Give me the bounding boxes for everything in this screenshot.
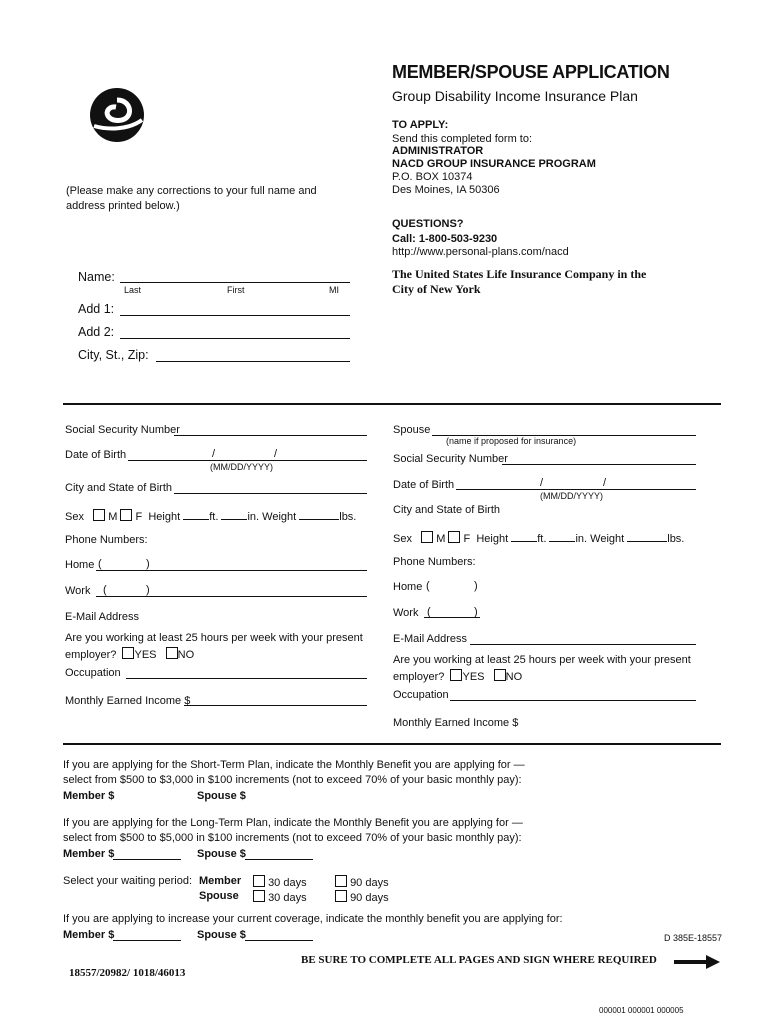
spouse-no-checkbox[interactable]: [494, 669, 506, 681]
member-dob-format: (MM/DD/YYYY): [210, 462, 273, 472]
long-term-line-2: select from $500 to $5,000 in $100 increments (not to exceed 70% of your basic monthly pay):: [63, 832, 522, 844]
form-codes: 18557/20982/ 1018/46013: [69, 967, 186, 979]
website-url: http://www.personal-plans.com/nacd: [392, 246, 569, 258]
spouse-height-ft-field[interactable]: [511, 530, 537, 542]
spouse-working-question: Are you working at least 25 hours per week with your present: [393, 654, 691, 666]
member-work-field[interactable]: [96, 596, 367, 597]
long-term-member-field[interactable]: [113, 859, 181, 860]
member-dob-label: Date of Birth: [65, 449, 127, 461]
member-birthplace-field[interactable]: [174, 493, 367, 494]
long-term-member-label: Member $: [63, 848, 115, 860]
spouse-in-label: in.: [575, 533, 588, 545]
member-30-days-label: 30 days: [268, 877, 307, 889]
spouse-ft-label: ft.: [537, 533, 547, 545]
city-st-zip-field[interactable]: [156, 361, 350, 362]
member-male-checkbox[interactable]: [93, 509, 105, 521]
member-90-days-label: 90 days: [350, 877, 389, 889]
member-income-label: Monthly Earned Income $: [65, 695, 191, 707]
spouse-dob-slash-2: /: [603, 477, 607, 489]
member-yes-label: YES: [134, 649, 157, 661]
increase-spouse-label: Spouse $: [197, 929, 246, 941]
spouse-ssn-field[interactable]: [502, 464, 696, 465]
member-income-field[interactable]: [184, 705, 367, 706]
add2-field[interactable]: [120, 338, 350, 339]
member-dob-slash-2: /: [274, 448, 278, 460]
long-term-spouse-field[interactable]: [245, 859, 313, 860]
spouse-height-label: Height: [476, 533, 509, 545]
spouse-90-days-option: [335, 890, 389, 904]
long-term-line-1: If you are applying for the Long-Term Plan, indicate the Monthly Benefit you are applying for —: [63, 817, 523, 829]
member-yes-checkbox[interactable]: [122, 647, 134, 659]
member-30-days-option: [253, 875, 307, 889]
spouse-name-note: (name if proposed for insurance): [446, 436, 577, 446]
member-email-label: E-Mail Address: [65, 611, 139, 623]
spouse-yes-checkbox[interactable]: [450, 669, 462, 681]
member-work-label: Work: [65, 585, 91, 597]
waiting-spouse-label: Spouse: [199, 890, 239, 902]
questions-heading: QUESTIONS?: [392, 218, 464, 230]
member-sex-label: Sex: [65, 511, 84, 523]
spouse-birthplace-label: City and State of Birth: [393, 504, 500, 516]
member-height-in-field[interactable]: [221, 508, 247, 520]
member-occupation-field[interactable]: [126, 678, 367, 679]
spouse-dob-field[interactable]: [456, 489, 696, 490]
add2-label: Add 2:: [78, 325, 115, 339]
increase-spouse-field[interactable]: [245, 940, 313, 941]
bottom-code: 000001 000001 000005: [599, 1006, 684, 1015]
spouse-height-in-field[interactable]: [549, 530, 575, 542]
member-employer-label: employer?: [65, 649, 117, 661]
member-no-label: NO: [177, 649, 195, 661]
city-line: Des Moines, IA 50306: [392, 184, 500, 196]
spouse-female-checkbox[interactable]: [448, 531, 460, 543]
spouse-ssn-label: Social Security Number: [393, 453, 508, 465]
member-ssn-label: Social Security Number: [65, 424, 180, 436]
member-home-field[interactable]: [96, 570, 367, 571]
spouse-weight-label: Weight: [590, 533, 625, 545]
program-line: NACD GROUP INSURANCE PROGRAM: [392, 158, 596, 170]
spouse-weight-field[interactable]: [627, 530, 667, 542]
first-label: First: [227, 285, 245, 295]
member-home-label: Home: [65, 559, 95, 571]
short-term-member-label: Member $: [63, 790, 115, 802]
arrow-right-icon: [674, 955, 720, 972]
increase-member-field[interactable]: [113, 940, 181, 941]
city-st-zip-label: City, St., Zip:: [78, 348, 149, 362]
member-birthplace-label: City and State of Birth: [65, 482, 172, 494]
spouse-dob-label: Date of Birth: [393, 479, 455, 491]
member-lbs-label: lbs.: [339, 511, 357, 523]
member-dob-slash-1: /: [212, 448, 216, 460]
form-code: D 385E-18557: [664, 933, 723, 943]
admin-line: ADMINISTRATOR: [392, 145, 484, 157]
spouse-employer-label: employer?: [393, 671, 445, 683]
spouse-income-label: Monthly Earned Income $: [393, 717, 519, 729]
waiting-member-label: Member: [199, 875, 242, 887]
section-divider-2: [63, 743, 721, 745]
member-ft-label: ft.: [209, 511, 219, 523]
spouse-label: Spouse: [393, 424, 431, 436]
add1-label: Add 1:: [78, 302, 115, 316]
spouse-sex-label: Sex: [393, 533, 412, 545]
spouse-30-days-option: [253, 890, 307, 904]
spouse-male-label: M: [436, 533, 446, 545]
increase-member-label: Member $: [63, 929, 115, 941]
member-male-label: M: [108, 511, 118, 523]
member-occupation-label: Occupation: [65, 667, 121, 679]
long-term-spouse-label: Spouse $: [197, 848, 246, 860]
member-90-days-checkbox[interactable]: [335, 875, 347, 887]
member-90-days-option: [335, 875, 389, 889]
name-label: Name:: [78, 270, 115, 284]
member-height-label: Height: [148, 511, 181, 523]
increase-coverage-line: If you are applying to increase your current coverage, indicate the monthly benefit you are applying for:: [63, 913, 563, 925]
name-field[interactable]: [120, 282, 350, 283]
spouse-lbs-label: lbs.: [667, 533, 685, 545]
phone-call: Call: 1-800-503-9230: [392, 233, 498, 245]
member-female-checkbox[interactable]: [120, 509, 132, 521]
spouse-home-open: (: [426, 580, 430, 592]
po-box: P.O. BOX 10374: [392, 171, 473, 183]
spouse-home-close: ): [474, 580, 478, 592]
member-work-open: (: [103, 584, 107, 596]
member-height-ft-field[interactable]: [183, 508, 209, 520]
member-30-days-checkbox[interactable]: [253, 875, 265, 887]
member-in-label: in.: [247, 511, 260, 523]
member-home-open: (: [98, 558, 102, 570]
member-working-question: Are you working at least 25 hours per week with your present: [65, 632, 363, 644]
corrections-note: (Please make any corrections to your full name and address printed below.): [66, 185, 317, 212]
mi-label: MI: [329, 285, 339, 295]
insurer-name: The United States Life Insurance Company in the City of New York: [392, 267, 647, 296]
spouse-30-days-label: 30 days: [268, 892, 307, 904]
spouse-email-label: E-Mail Address: [393, 633, 467, 645]
spouse-90-days-label: 90 days: [350, 892, 389, 904]
spouse-no-label: NO: [505, 671, 523, 683]
member-work-close: ): [146, 584, 150, 596]
short-term-line-1: If you are applying for the Short-Term Plan, indicate the Monthly Benefit you are applying for —: [63, 759, 525, 771]
spouse-work-close: ): [474, 606, 478, 618]
page-title: MEMBER/SPOUSE APPLICATION: [392, 62, 670, 82]
short-term-spouse-label: Spouse $: [197, 790, 246, 802]
member-weight-field[interactable]: [299, 508, 339, 520]
send-line: Send this completed form to:: [392, 133, 533, 145]
member-no-checkbox[interactable]: [166, 647, 178, 659]
company-logo: [88, 86, 146, 144]
member-dob-field[interactable]: [128, 460, 367, 461]
member-employer-row: [65, 647, 194, 661]
spouse-occupation-field[interactable]: [450, 700, 696, 701]
spouse-dob-slash-1: /: [540, 477, 544, 489]
spouse-90-days-checkbox[interactable]: [335, 890, 347, 902]
member-female-label: F: [135, 511, 143, 523]
spouse-employer-row: [393, 669, 522, 683]
spouse-sex-row: [393, 530, 684, 545]
member-ssn-field[interactable]: [174, 435, 367, 436]
member-weight-label: Weight: [262, 511, 297, 523]
member-home-close: ): [146, 558, 150, 570]
spouse-email-field[interactable]: [470, 644, 696, 645]
be-sure-notice: BE SURE TO COMPLETE ALL PAGES AND SIGN WHERE REQUIRED: [301, 954, 657, 966]
waiting-period-label: Select your waiting period:: [63, 875, 193, 887]
member-sex-row: [65, 508, 356, 523]
spouse-occupation-label: Occupation: [393, 689, 449, 701]
spouse-work-field[interactable]: [424, 617, 480, 618]
spouse-yes-label: YES: [462, 671, 485, 683]
spouse-work-open: (: [427, 606, 431, 618]
spouse-male-checkbox[interactable]: [421, 531, 433, 543]
spouse-female-label: F: [463, 533, 471, 545]
spouse-dob-format: (MM/DD/YYYY): [540, 491, 603, 501]
page-subtitle: Group Disability Income Insurance Plan: [392, 88, 638, 104]
spouse-30-days-checkbox[interactable]: [253, 890, 265, 902]
member-phone-label: Phone Numbers:: [65, 534, 148, 546]
spouse-phone-label: Phone Numbers:: [393, 556, 476, 568]
last-label: Last: [124, 285, 142, 295]
add1-field[interactable]: [120, 315, 350, 316]
spouse-work-label: Work: [393, 607, 419, 619]
section-divider: [63, 403, 721, 405]
short-term-line-2: select from $500 to $3,000 in $100 increments (not to exceed 70% of your basic monthly pay):: [63, 774, 522, 786]
to-apply-heading: TO APPLY:: [392, 119, 449, 131]
spouse-home-label: Home: [393, 581, 423, 593]
